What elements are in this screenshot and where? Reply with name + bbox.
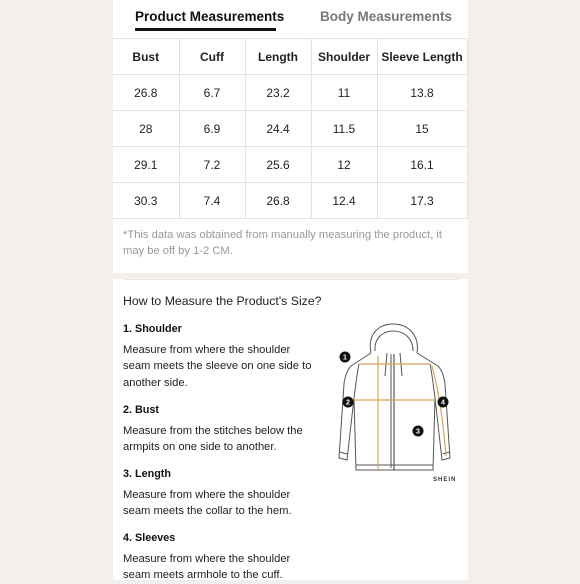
table-cell: 23.2	[245, 75, 311, 111]
brand-logo: SHEIN	[433, 477, 457, 483]
table-cell: 12	[311, 147, 377, 183]
table-cell: 7.2	[179, 147, 245, 183]
marker-4-label: 4	[441, 399, 445, 407]
table-cell: 30.3	[113, 183, 179, 219]
marker-2-label: 2	[346, 399, 350, 407]
table-cell: 6.9	[179, 111, 245, 147]
active-tab-underline	[135, 28, 276, 31]
marker-4	[438, 397, 449, 408]
section-title-bust: 2. Bust	[123, 404, 159, 416]
table-row	[113, 147, 467, 183]
size-guide-card	[113, 0, 468, 580]
table-cell: 11.5	[311, 111, 377, 147]
table-cell: 12.4	[311, 183, 377, 219]
header-cuff: Cuff	[179, 39, 245, 75]
table-cell: 16.1	[377, 147, 467, 183]
table-row	[113, 75, 467, 111]
measurement-tabs	[113, 0, 468, 38]
table-cell: 13.8	[377, 75, 467, 111]
section-body-bust: Measure from the stitches below the armpits on one side to another.	[123, 425, 303, 454]
how-to-measure-title: How to Measure the Product's Size?	[123, 294, 322, 308]
header-shoulder: Shoulder	[311, 39, 377, 75]
marker-1	[340, 352, 351, 363]
measurement-lines	[354, 356, 446, 470]
table-cell: 26.8	[245, 183, 311, 219]
marker-3-label: 3	[416, 428, 420, 436]
hoodie-measurement-diagram	[325, 318, 460, 490]
measurement-disclaimer: *This data was obtained from manually measuring the product, it may be off by 1-2 CM.	[123, 229, 443, 257]
table-row	[113, 111, 467, 147]
measurement-table	[113, 38, 468, 219]
tab-product-measurements[interactable]: Product Measurements	[135, 9, 285, 24]
table-row	[113, 183, 467, 219]
table-cell: 25.6	[245, 147, 311, 183]
table-cell: 29.1	[113, 147, 179, 183]
marker-2	[343, 397, 354, 408]
table-header-row	[113, 39, 467, 75]
table-cell: 6.7	[179, 75, 245, 111]
marker-3	[413, 426, 424, 437]
table-cell: 24.4	[245, 111, 311, 147]
section-body-sleeves: Measure from where the shoulder seam meets armhole to the cuff.	[123, 553, 291, 582]
section-title-sleeves: 4. Sleeves	[123, 532, 176, 544]
tab-body-measurements[interactable]: Body Measurements	[320, 9, 453, 24]
section-body-shoulder: Measure from where the shoulder seam meets the sleeve on one side to another side.	[123, 344, 312, 389]
marker-1-label: 1	[343, 354, 347, 362]
header-length: Length	[245, 39, 311, 75]
header-sleeve-length: Sleeve Length	[377, 39, 467, 75]
table-cell: 7.4	[179, 183, 245, 219]
section-title-length: 3. Length	[123, 468, 171, 480]
table-cell: 28	[113, 111, 179, 147]
hoodie-outline	[339, 324, 450, 470]
table-cell: 26.8	[113, 75, 179, 111]
section-title-shoulder: 1. Shoulder	[123, 323, 182, 335]
header-bust: Bust	[113, 39, 179, 75]
divider-line	[123, 279, 458, 280]
table-cell: 15	[377, 111, 467, 147]
table-cell: 11	[311, 75, 377, 111]
section-body-length: Measure from where the shoulder seam meets the collar to the hem.	[123, 489, 292, 518]
table-cell: 17.3	[377, 183, 467, 219]
